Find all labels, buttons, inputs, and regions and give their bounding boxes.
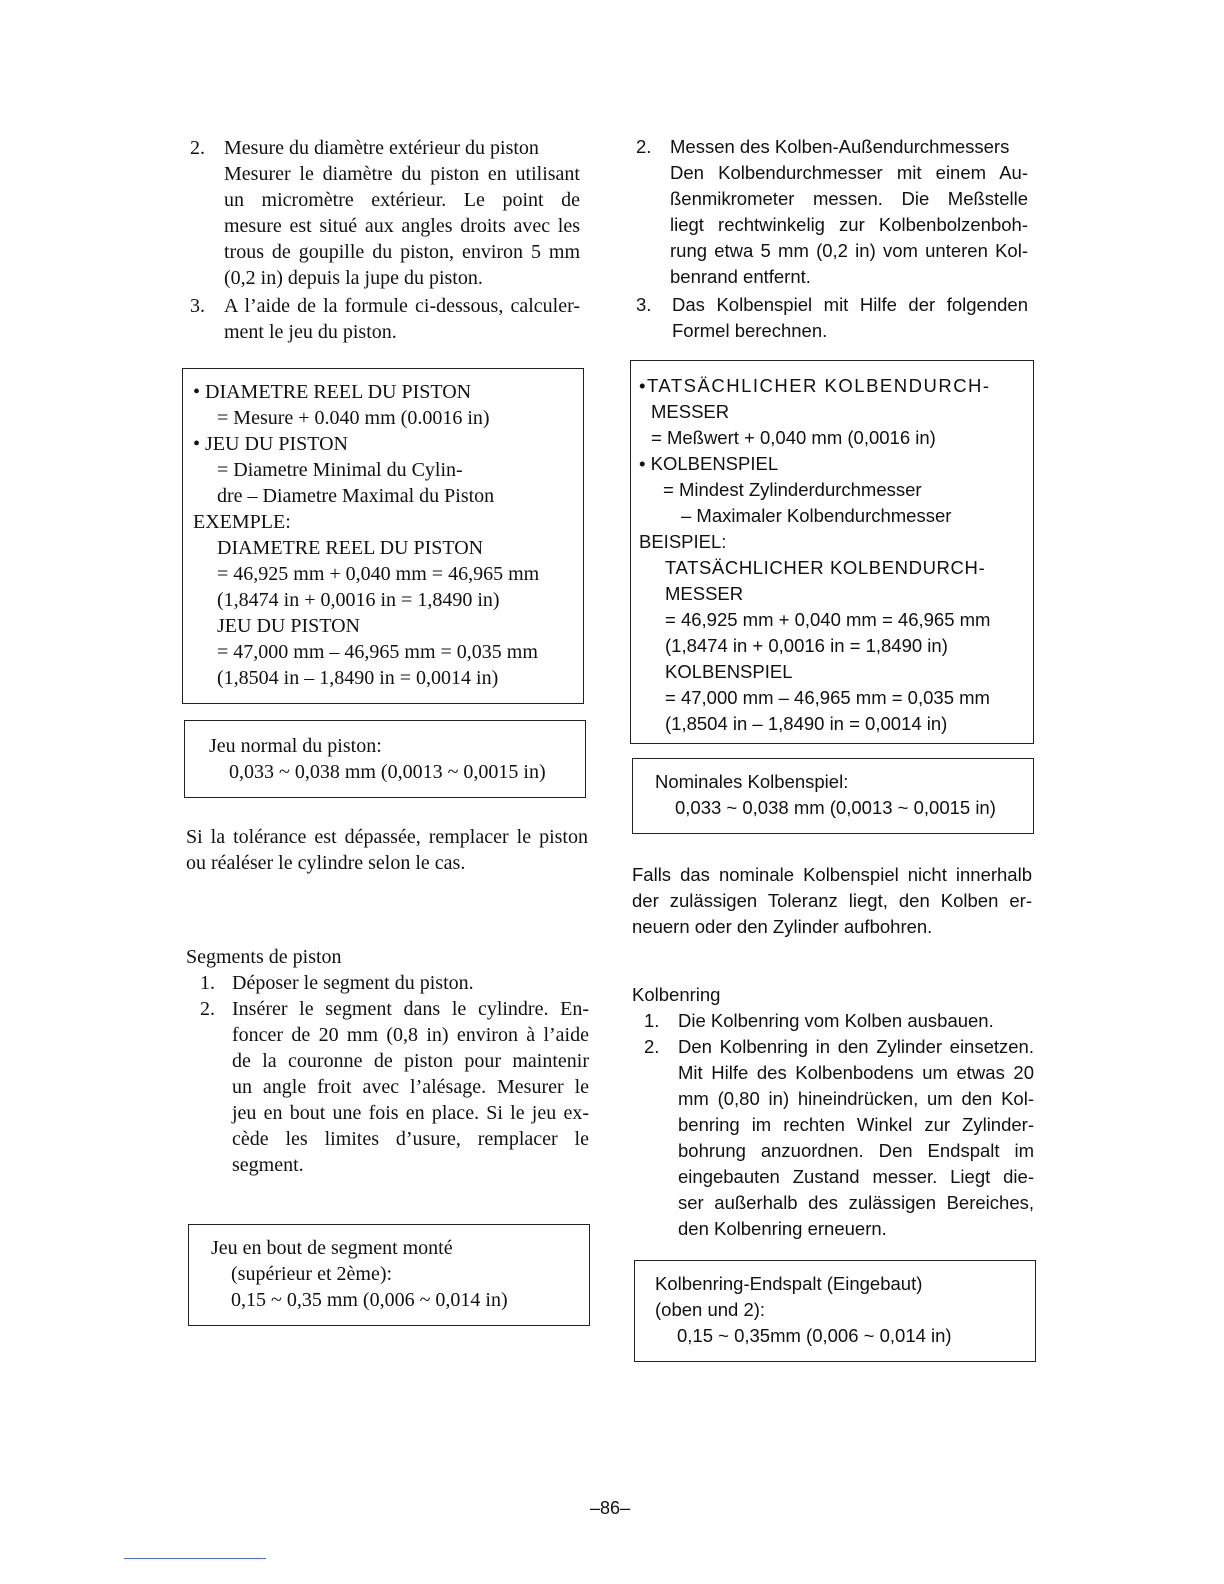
de-ring-step2-line: mm (0,80 in) hineindrücken, um den Kol- [678,1088,1034,1109]
de-clearance-value: 0,033 ~ 0,038 mm (0,0013 ~ 0,0015 in) [675,797,996,818]
de-tolerance-line: neuern oder den Zylinder aufbohren. [632,916,933,937]
de-step3-number: 3. [636,294,652,315]
fr-ring-step2-line: Insérer le segment dans le cylindre. En- [232,998,589,1020]
de-clearance-title: Nominales Kolbenspiel: [655,771,849,792]
de-tolerance-line: der zulässigen Toleranz liegt, den Kolben er- [632,890,1032,911]
de-formula-line: BEISPIEL: [639,531,727,552]
de-ring-step2-line: benring im rechten Winkel zur Zylinder- [678,1114,1034,1135]
de-ring-step2-number: 2. [644,1036,660,1057]
de-formula-box [630,360,1034,744]
de-formula-line: TATSÄCHLICHER KOLBENDURCH- [665,557,986,578]
de-ring-step2-line: bohrung anzuordnen. Den Endspalt im [678,1140,1034,1161]
de-end-gap-line: (oben und 2): [655,1299,766,1320]
fr-formula-box [182,368,584,704]
fr-ring-step2-line: cède les limites d’usure, remplacer le [232,1128,589,1150]
de-step3-line: Das Kolbenspiel mit Hilfe der folgenden [672,294,1028,315]
fr-formula-line: (1,8504 in – 1,8490 in = 0,0014 in) [217,667,499,689]
fr-step2-number: 2. [190,137,205,159]
fr-formula-line: • DIAMETRE REEL DU PISTON [193,381,472,403]
fr-step3-line: A l’aide de la formule ci-dessous, calculer- [224,295,580,317]
de-ring-step1-text: Die Kolbenring vom Kolben ausbauen. [678,1010,994,1031]
fr-ring-step2-number: 2. [200,998,215,1020]
de-step2-line: liegt rechtwinkelig zur Kolbenbolzenboh- [670,214,1028,235]
fr-formula-line: DIAMETRE REEL DU PISTON [217,537,484,559]
de-formula-line: = Meßwert + 0,040 mm (0,0016 in) [651,427,936,448]
fr-formula-line: • JEU DU PISTON [193,433,348,455]
de-ring-step2-line: Den Kolbenring in den Zylinder einsetzen. [678,1036,1034,1057]
de-step2-line: benrand entfernt. [670,266,811,287]
fr-formula-line: JEU DU PISTON [217,615,360,637]
fr-clearance-value: 0,033 ~ 0,038 mm (0,0013 ~ 0,0015 in) [229,761,546,783]
fr-ring-step2-line: un angle froit avec l’alésage. Mesurer le [232,1076,589,1098]
de-formula-line: (1,8504 in – 1,8490 in = 0,0014 in) [665,713,948,734]
fr-tolerance-line: ou réaléser le cylindre selon le cas. [186,852,466,874]
fr-step3-line: ment le jeu du piston. [224,321,397,343]
de-ring-step1-number: 1. [644,1010,660,1031]
fr-tolerance-line: Si la tolérance est dépassée, remplacer le piston [186,826,588,848]
de-end-gap-line: 0,15 ~ 0,35mm (0,006 ~ 0,014 in) [677,1325,952,1346]
fr-formula-line: (1,8474 in + 0,0016 in = 1,8490 in) [217,589,500,611]
fr-end-gap-line: (supérieur et 2ème): [231,1263,393,1285]
de-step2-line: rung etwa 5 mm (0,2 in) vom unteren Kol- [670,240,1028,261]
de-formula-line: • KOLBENSPIEL [639,453,779,474]
fr-step3-number: 3. [190,295,205,317]
de-step2-line: ßenmikrometer messen. Die Meßstelle [670,188,1028,209]
fr-step2-line: (0,2 in) depuis la jupe du piston. [224,267,483,289]
fr-step2-line: Mesurer le diamètre du piston en utilisant [224,163,580,185]
fr-formula-line: dre – Diametre Maximal du Piston [217,485,495,507]
de-end-gap-line: Kolbenring-Endspalt (Eingebaut) [655,1273,923,1294]
de-ring-step2-line: Mit Hilfe des Kolbenbodens um etwas 20 [678,1062,1034,1083]
footnote-rule [124,1558,266,1559]
fr-ring-step2-line: foncer de 20 mm (0,8 in) environ à l’aide [232,1024,589,1046]
fr-formula-line: = Mesure + 0.040 mm (0.0016 in) [217,407,490,429]
de-ring-step2-line: ser außerhalb des zulässigen Bereiches, [678,1192,1034,1213]
fr-formula-line: = 46,925 mm + 0,040 mm = 46,965 mm [217,563,540,585]
de-tolerance-text [632,862,1032,940]
de-clearance-box [632,758,1034,834]
de-formula-line: KOLBENSPIEL [665,661,793,682]
de-ring-step2-line: den Kolbenring erneuern. [678,1218,887,1239]
fr-step2-line: trous de goupille du piston, environ 5 mm [224,241,580,263]
fr-ring-step1-number: 1. [200,972,215,994]
de-formula-line: = Mindest Zylinderdurchmesser [663,479,922,500]
de-ring-step2-line: eingebauten Zustand messer. Liegt die- [678,1166,1034,1187]
fr-step2-line: un micromètre extérieur. Le point de [224,189,580,211]
page-number: –86– [590,1498,631,1518]
fr-ring-step2-line: jeu en bout une fois en place. Si le jeu ex- [232,1102,589,1124]
fr-tolerance-text [186,824,588,876]
fr-ring-step1-text: Déposer le segment du piston. [232,972,474,994]
fr-end-gap-line: Jeu en bout de segment monté [211,1237,453,1259]
de-formula-line: (1,8474 in + 0,0016 in = 1,8490 in) [665,635,948,656]
de-formula-line: = 47,000 mm – 46,965 mm = 0,035 mm [665,687,990,708]
fr-ring-step2-line: segment. [232,1154,304,1176]
de-formula-line: •TATSÄCHLICHER KOLBENDURCH- [639,375,991,396]
de-formula-line: – Maximaler Kolbendurchmesser [681,505,952,526]
fr-end-gap-box [188,1224,590,1326]
fr-end-gap-line: 0,15 ~ 0,35 mm (0,006 ~ 0,014 in) [231,1289,508,1311]
fr-clearance-box [184,720,586,798]
de-step2-line: Messen des Kolben-Außendurchmessers [670,136,1010,157]
de-step3-line: Formel berechnen. [672,320,828,341]
de-step2-line: Den Kolbendurchmesser mit einem Au- [670,162,1028,183]
fr-formula-line: EXEMPLE: [193,511,291,533]
fr-formula-line: = 47,000 mm – 46,965 mm = 0,035 mm [217,641,538,663]
fr-formula-line: = Diametre Minimal du Cylin- [217,459,463,481]
de-end-gap-box [634,1260,1036,1362]
de-rings-heading: Kolbenring [632,984,721,1005]
fr-ring-step2-line: de la couronne de piston pour maintenir [232,1050,589,1072]
de-tolerance-line: Falls das nominale Kolbenspiel nicht innerhalb [632,864,1032,885]
de-formula-line: MESSER [651,401,730,422]
fr-step2-line: mesure est situé aux angles droits avec les [224,215,580,237]
de-step2-number: 2. [636,136,652,157]
de-formula-line: MESSER [665,583,744,604]
de-formula-line: = 46,925 mm + 0,040 mm = 46,965 mm [665,609,991,630]
fr-clearance-title: Jeu normal du piston: [209,735,382,757]
fr-rings-heading: Segments de piston [186,946,342,968]
fr-step2-line: Mesure du diamètre extérieur du piston [224,137,539,159]
